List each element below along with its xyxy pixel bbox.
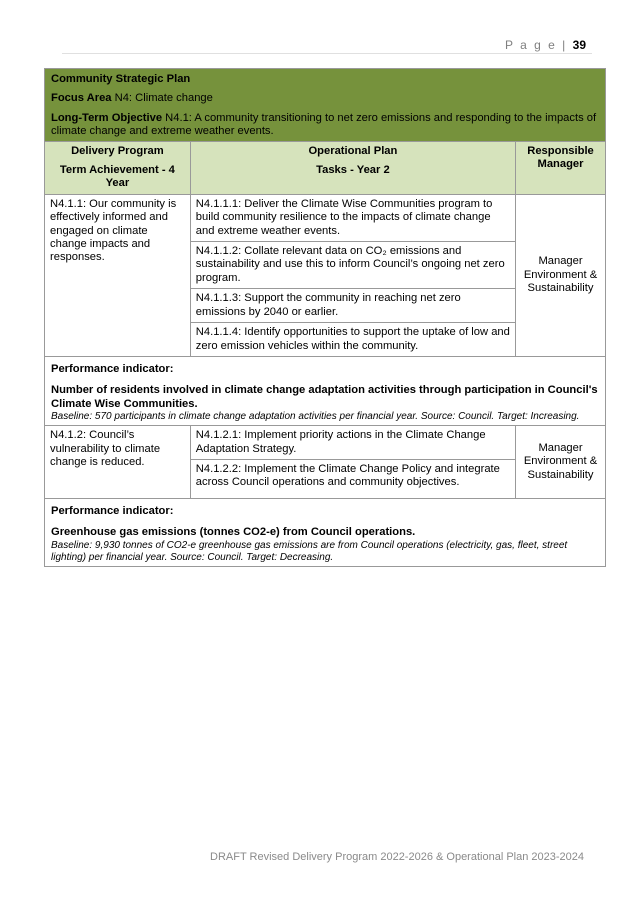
operational-plan-label: Operational Plan (308, 144, 398, 157)
footer-text: DRAFT Revised Delivery Program 2022-2026 & Operational Plan 2023-2024 (210, 851, 584, 863)
task-cell: N4.1.1.1: Deliver the Climate Wise Communities program to build community resilience to the impacts of climate change and extreme weather events. (190, 194, 515, 241)
page-number (505, 38, 586, 52)
header-rule (62, 53, 592, 54)
responsible-manager-label: Responsible Manager (527, 144, 594, 171)
long-term-objective-label: Long-Term Objective (51, 111, 163, 124)
table-row (45, 426, 606, 460)
task-cell: N4.1.2.1: Implement priority actions in the Climate Change Adaptation Strategy. (190, 426, 515, 460)
page-number-value: 39 (572, 38, 586, 52)
tasks-label: Tasks - Year 2 (316, 164, 390, 177)
responsible-manager-header (516, 141, 606, 194)
task-cell: N4.1.1.3: Support the community in reaching net zero emissions by 2040 or earlier. (190, 289, 515, 323)
baseline-text: Baseline: 9,930 tonnes of CO2-e greenhouse gas emissions are from Council operations (electricity, gas, fleet, street lighting) per financial year. Source: Council. Target: Decreasing. (51, 539, 568, 563)
term-achievement-cell: N4.1.1: Our community is effectively informed and engaged on climate change impacts and responses. (45, 194, 191, 356)
performance-indicator-text: Greenhouse gas emissions (tonnes CO2-e) from Council operations. (51, 526, 416, 539)
term-achievement-cell: N4.1.2: Council’s vulnerability to climate change is reduced. (45, 426, 191, 499)
delivery-program-header (45, 141, 191, 194)
performance-indicator-row (45, 498, 606, 566)
responsible-manager-cell: Manager Environment & Sustainability (516, 426, 606, 499)
csp-title: Community Strategic Plan (51, 73, 191, 85)
plan-table (44, 68, 606, 567)
csp-header (45, 69, 606, 142)
task-cell: N4.1.1.2: Collate relevant data on CO₂ emissions and sustainability and use this to inform Council’s ongoing net zero program. (190, 242, 515, 289)
focus-area-label: Focus Area (51, 92, 112, 105)
delivery-program-label: Delivery Program (71, 144, 164, 157)
table-row (45, 194, 606, 241)
performance-indicator-text: Number of residents involved in climate change adaptation activities through participation in Council's Climate Wise Communities. (51, 384, 598, 410)
term-achievement-label: Term Achievement - 4 Year (59, 164, 175, 190)
csp-header-row (45, 69, 606, 142)
long-term-objective-value: N4.1: A community transitioning to net zero emissions and responding to the impacts of climate change and extreme weather events. (51, 111, 597, 138)
responsible-manager-cell: Manager Environment & Sustainability (516, 194, 606, 356)
performance-indicator-label: Performance indicator: (51, 504, 174, 517)
page-label: P a g e | (505, 38, 568, 52)
task-cell: N4.1.2.2: Implement the Climate Change Policy and integrate across Council operations and community objectives. (190, 459, 515, 498)
performance-indicator (45, 356, 606, 425)
performance-indicator-row (45, 356, 606, 425)
performance-indicator (45, 498, 606, 566)
performance-indicator-label: Performance indicator: (51, 362, 174, 375)
focus-area-value: N4: Climate change (114, 92, 213, 105)
baseline-text: Baseline: 570 participants in climate change adaptation activities per financial year. Source: Council. Target: Increasing. (51, 411, 580, 423)
operational-plan-header (190, 141, 515, 194)
column-header-row (45, 141, 606, 194)
task-cell: N4.1.1.4: Identify opportunities to support the uptake of low and zero emission vehicles within the community. (190, 323, 515, 357)
